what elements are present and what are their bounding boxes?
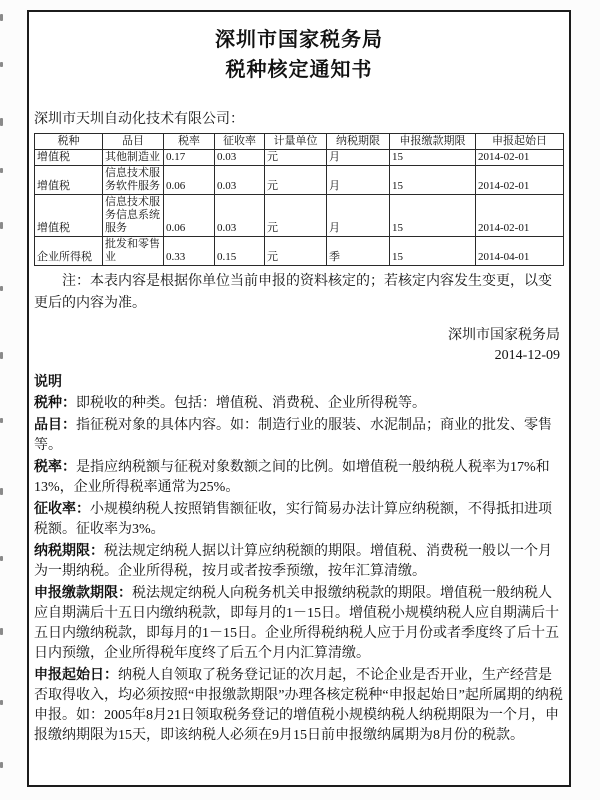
table-row [35, 194, 564, 236]
glossary-term: 申报起始日： [34, 667, 118, 683]
table-header-row [35, 134, 564, 150]
page-title [34, 25, 564, 85]
scan-artifact [0, 628, 3, 635]
notice-title: 税种核定通知书 [225, 59, 373, 81]
tax-verification-table [34, 133, 564, 266]
table-cell: 2014-02-01 [476, 150, 564, 166]
header-tax-period: 纳税期限 [327, 134, 390, 150]
glossary-heading: 说明 [34, 374, 62, 390]
table-row [35, 150, 564, 166]
scan-artifact [0, 118, 3, 126]
header-tax-rate: 税率 [164, 134, 215, 150]
header-levy-rate: 征收率 [215, 134, 265, 150]
header-start-date: 申报起始日 [476, 134, 564, 150]
table-cell: 2014-02-01 [476, 165, 564, 194]
issue-date: 2014-12-09 [494, 347, 560, 363]
table-cell: 增值税 [35, 150, 103, 166]
scan-artifact [0, 352, 3, 359]
table-cell: 0.33 [164, 236, 215, 265]
glossary-item-tax-type [34, 394, 564, 414]
document-page [27, 10, 571, 787]
table-cell: 月 [327, 165, 390, 194]
glossary-definition: 是指应纳税额与征税对象数额之间的比例。如增值税一般纳税人税率为17%和13%，企业所得税率通常为25%。 [34, 459, 550, 495]
glossary-term: 税种： [34, 395, 76, 411]
table-cell: 0.15 [215, 236, 265, 265]
table-cell: 0.03 [215, 165, 265, 194]
scan-artifact [0, 700, 3, 705]
glossary-item-item [34, 416, 564, 456]
header-payment-deadline: 申报缴款期限 [390, 134, 476, 150]
header-item: 品目 [103, 134, 164, 150]
table-cell: 2014-04-01 [476, 236, 564, 265]
glossary-term: 税率： [34, 459, 76, 475]
glossary-item-tax-rate [34, 458, 564, 498]
table-cell: 0.03 [215, 150, 265, 166]
table-cell: 0.06 [164, 165, 215, 194]
scan-artifact [0, 418, 3, 423]
table-cell: 企业所得税 [35, 236, 103, 265]
glossary-term: 征收率： [34, 501, 90, 517]
table-cell: 信息技术服务信息系统服务 [103, 194, 164, 236]
glossary-term: 纳税期限： [34, 543, 104, 559]
glossary-item-start-date [34, 666, 564, 746]
table-cell: 元 [265, 236, 327, 265]
glossary-definition: 税法规定纳税人向税务机关申报缴纳税款的期限。增值税一般纳税人应自期满后十五日内缴纳税款，即每月的1－15日。增值税小规模纳税人应自期满后十五日内缴纳税款，即每月的1－15日。企业所得税纳税人应于月份或者季度终了后十五日内预缴，企业所得税年度终了后五个月内汇算清缴。 [34, 585, 559, 661]
glossary-term: 品目： [34, 417, 76, 433]
table-cell: 0.06 [164, 194, 215, 236]
glossary-item-levy-rate [34, 500, 564, 540]
glossary-definition: 即税收的种类。包括：增值税、消费税、企业所得税等。 [76, 395, 426, 411]
scan-artifact [0, 14, 3, 21]
table-cell: 0.17 [164, 150, 215, 166]
issuer-name: 深圳市国家税务局 [448, 327, 560, 343]
table-row [35, 165, 564, 194]
table-cell: 月 [327, 150, 390, 166]
table-cell: 15 [390, 236, 476, 265]
scan-artifact [0, 62, 3, 67]
table-cell: 月 [327, 194, 390, 236]
scan-artifact [0, 762, 3, 768]
table-cell: 其他制造业 [103, 150, 164, 166]
glossary-definition: 指征税对象的具体内容。如：制造行业的服装、水泥制品；商业的批发、零售等。 [34, 417, 552, 453]
scan-artifact [0, 488, 3, 495]
table-cell: 元 [265, 165, 327, 194]
header-unit: 计量单位 [265, 134, 327, 150]
table-cell: 15 [390, 194, 476, 236]
table-cell: 增值税 [35, 165, 103, 194]
scan-artifact [0, 556, 3, 561]
glossary-item-tax-period [34, 542, 564, 582]
table-cell: 元 [265, 194, 327, 236]
table-cell: 批发和零售业 [103, 236, 164, 265]
scan-artifact [0, 168, 3, 173]
table-cell: 信息技术服务软件服务 [103, 165, 164, 194]
table-cell: 15 [390, 150, 476, 166]
note-paragraph: 注：本表内容是根据你单位当前申报的资料核定的；若核定内容发生变更，以变更后的内容为准。 [34, 273, 552, 311]
table-cell: 2014-02-01 [476, 194, 564, 236]
table-cell: 0.03 [215, 194, 265, 236]
recipient-line: 深圳市天圳自动化技术有限公司： [34, 112, 244, 127]
header-tax-type: 税种 [35, 134, 103, 150]
scan-artifact [0, 286, 3, 291]
glossary-term: 申报缴款期限： [34, 585, 132, 601]
table-cell: 增值税 [35, 194, 103, 236]
table-row [35, 236, 564, 265]
signature-block [34, 326, 564, 366]
glossary-section [34, 374, 564, 746]
glossary-item-payment-deadline [34, 584, 564, 664]
bureau-title: 深圳市国家税务局 [215, 29, 383, 51]
table-cell: 季 [327, 236, 390, 265]
glossary-definition: 小规模纳税人按照销售额征收，实行简易办法计算应纳税额，不得抵扣进项税额。征收率为3%。 [34, 501, 552, 537]
scan-artifact [0, 222, 3, 229]
glossary-definition: 税法规定纳税人据以计算应纳税额的期限。增值税、消费税一般以一个月为一期纳税。企业所得税，按月或者按季预缴，按年汇算清缴。 [34, 543, 552, 579]
table-cell: 元 [265, 150, 327, 166]
glossary-definition: 纳税人自领取了税务登记证的次月起，不论企业是否开业，生产经营是否取得收入，均必须按照“申报缴款期限”办理各核定税种“申报起始日”起所属期的纳税申报。如：2005年8月21日领取税务登记的增值税小规模纳税人纳税期限为一个月，申报缴纳期限为15天，即该纳税人必须在9月15日前申报缴纳属期为8月份的税款。 [34, 667, 563, 743]
table-cell: 15 [390, 165, 476, 194]
